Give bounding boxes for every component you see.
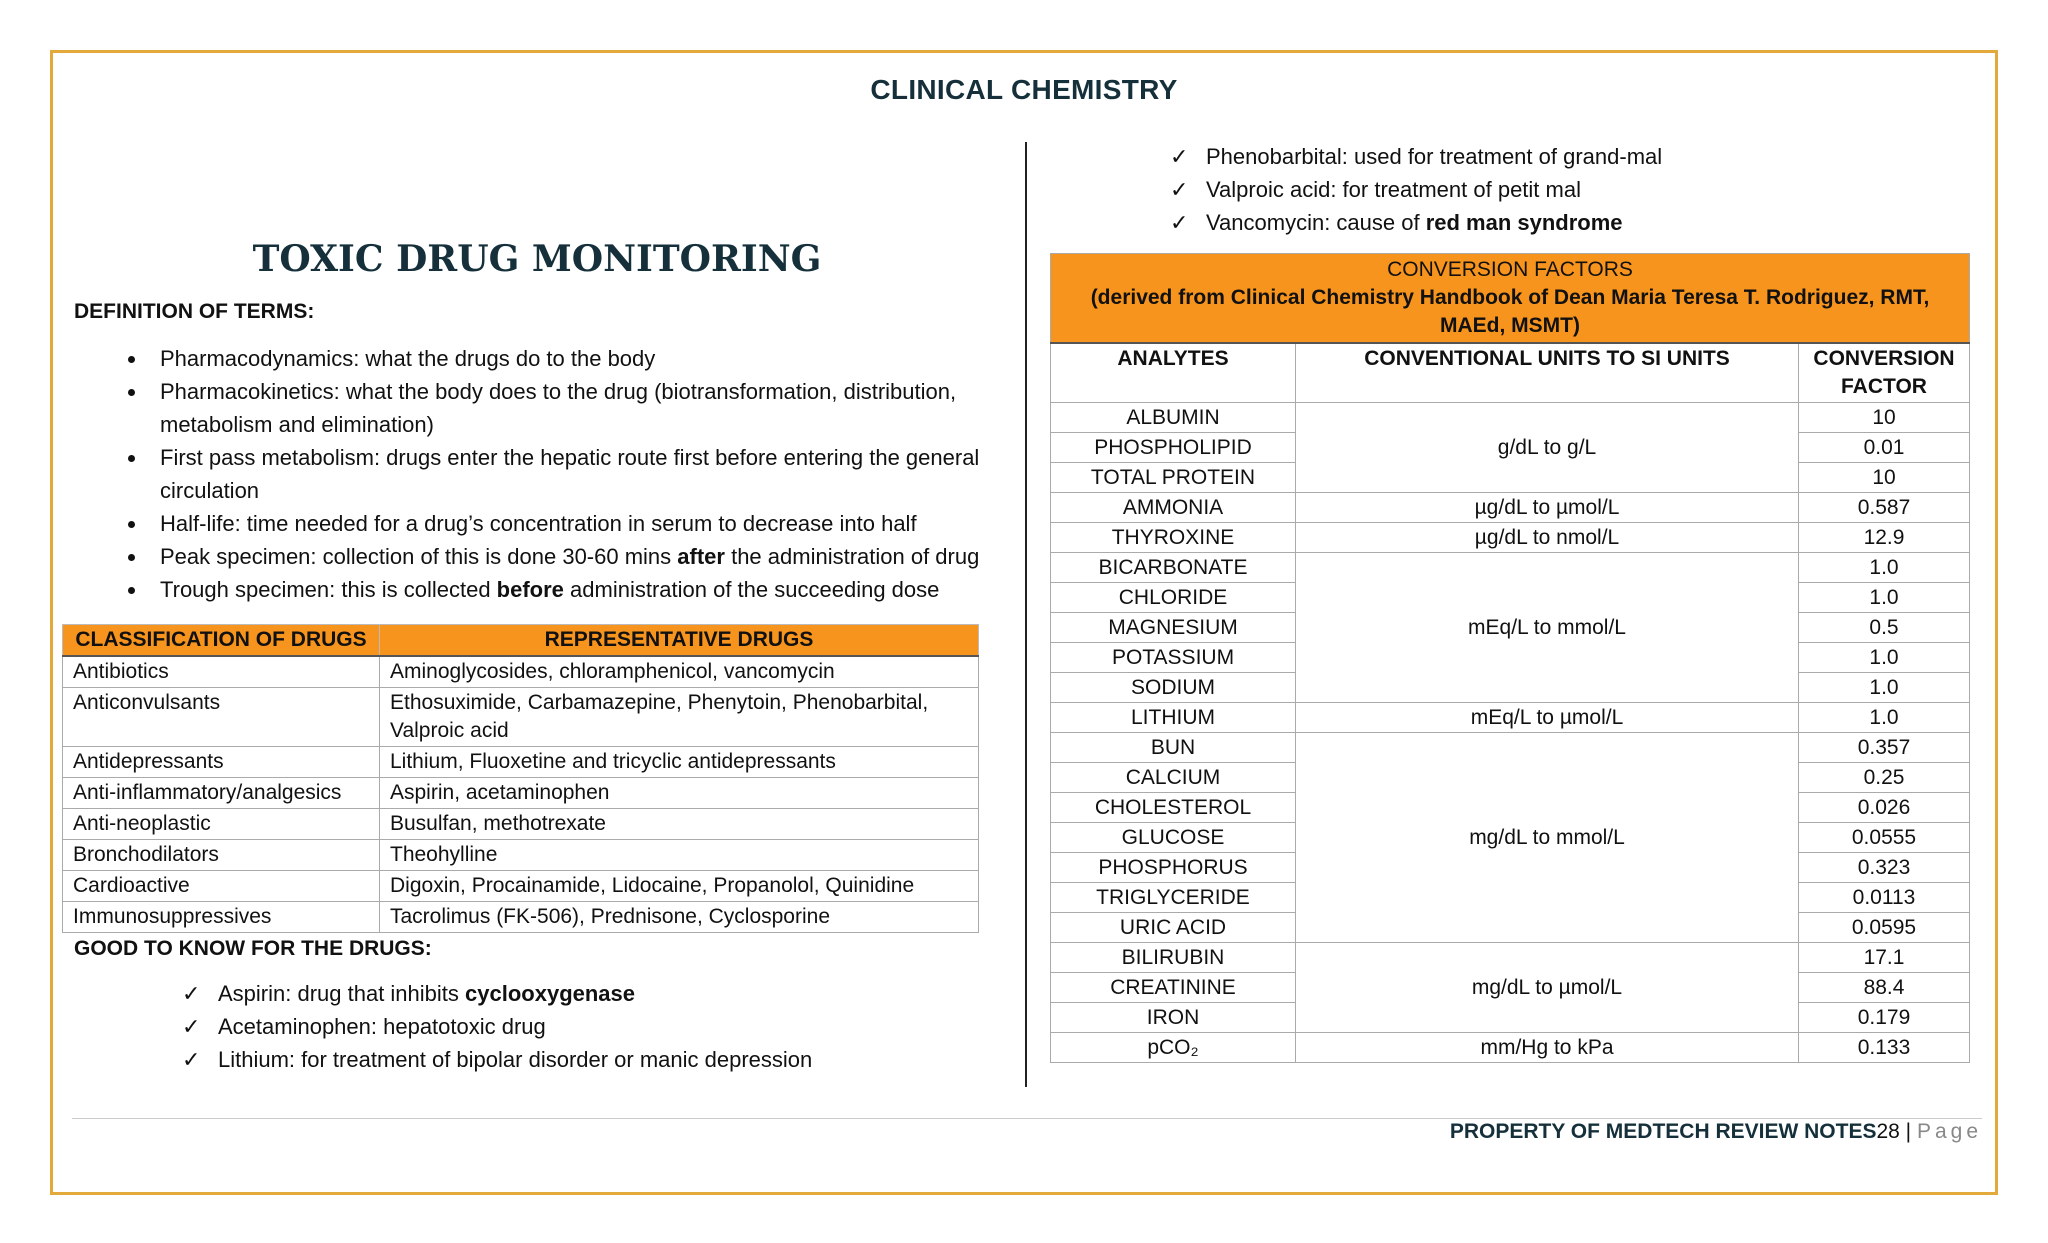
table-row xyxy=(1051,493,1970,523)
classification-table xyxy=(62,624,979,933)
section-title: TOXIC DRUG MONITORING xyxy=(252,238,822,280)
definition-item xyxy=(148,573,1002,606)
analyte-cell: pCO₂ xyxy=(1051,1033,1296,1063)
conversion-factor-cell: 0.25 xyxy=(1799,763,1970,793)
conversion-factor-cell: 1.0 xyxy=(1799,643,1970,673)
list-item xyxy=(182,977,1002,1010)
analyte-cell: GLUCOSE xyxy=(1051,823,1296,853)
analyte-cell: MAGNESIUM xyxy=(1051,613,1296,643)
analyte-cell: BUN xyxy=(1051,733,1296,763)
drug-classification-cell: Antidepressants xyxy=(63,747,380,778)
table-row xyxy=(63,778,979,809)
checkmark-icon: ✓ xyxy=(182,1014,201,1039)
analyte-cell: TRIGLYCERIDE xyxy=(1051,883,1296,913)
list-item-emphasis: cyclooxygenase xyxy=(465,981,636,1006)
units-cell: mm/Hg to kPa xyxy=(1296,1033,1799,1063)
analyte-cell: CREATININE xyxy=(1051,973,1296,1003)
analyte-cell: POTASSIUM xyxy=(1051,643,1296,673)
units-cell: µg/dL to µmol/L xyxy=(1296,493,1799,523)
definitions-heading: DEFINITION OF TERMS: xyxy=(74,300,315,323)
conversion-factor-cell: 1.0 xyxy=(1799,583,1970,613)
analyte-cell: URIC ACID xyxy=(1051,913,1296,943)
definition-text: the administration of drug xyxy=(724,544,980,569)
table-row xyxy=(63,656,979,688)
units-header: CONVENTIONAL UNITS TO SI UNITS xyxy=(1296,343,1799,403)
definition-item xyxy=(148,540,1002,573)
analyte-cell: THYROXINE xyxy=(1051,523,1296,553)
conversion-factor-cell: 0.357 xyxy=(1799,733,1970,763)
analyte-cell: ALBUMIN xyxy=(1051,403,1296,433)
checkmark-icon: ✓ xyxy=(182,1047,201,1072)
representative-drugs-cell: Ethosuximide, Carbamazepine, Phenytoin, Phenobarbital, Valproic acid xyxy=(380,688,979,747)
definition-text: Pharmacokinetics: what the body does to the drug (biotransformation, distribution, metabolism and elimination) xyxy=(160,379,957,437)
checkmark-icon: ✓ xyxy=(1170,177,1189,202)
conversion-table xyxy=(1050,253,1970,1063)
table-row xyxy=(1051,403,1970,433)
list-item-text: Valproic acid: for treatment of petit mal xyxy=(1206,177,1581,202)
representative-drugs-cell: Digoxin, Procainamide, Lidocaine, Propanolol, Quinidine xyxy=(380,871,979,902)
analyte-cell: AMMONIA xyxy=(1051,493,1296,523)
checkmark-icon: ✓ xyxy=(1170,144,1189,169)
analyte-cell: CALCIUM xyxy=(1051,763,1296,793)
units-cell: mg/dL to mmol/L xyxy=(1296,733,1799,943)
conversion-factor-cell: 12.9 xyxy=(1799,523,1970,553)
conversion-factor-cell: 88.4 xyxy=(1799,973,1970,1003)
conversion-factor-cell: 0.179 xyxy=(1799,1003,1970,1033)
list-item xyxy=(1170,206,1970,239)
analyte-cell: BILIRUBIN xyxy=(1051,943,1296,973)
checkmark-icon: ✓ xyxy=(1170,210,1189,235)
page-number: 28 xyxy=(1876,1120,1900,1143)
conversion-caption-source: (derived from Clinical Chemistry Handbook of Dean Maria Teresa T. Rodriguez, RMT, MAEd, MSMT) xyxy=(1090,286,1930,337)
definition-item xyxy=(148,342,1002,375)
table-row xyxy=(1051,943,1970,973)
table-row xyxy=(63,747,979,778)
representative-drugs-cell: Aspirin, acetaminophen xyxy=(380,778,979,809)
conversion-factor-cell: 1.0 xyxy=(1799,703,1970,733)
analyte-cell: BICARBONATE xyxy=(1051,553,1296,583)
footer-divider xyxy=(72,1118,1982,1119)
analyte-cell: LITHIUM xyxy=(1051,703,1296,733)
checkmark-icon: ✓ xyxy=(182,981,201,1006)
drug-classification-cell: Cardioactive xyxy=(63,871,380,902)
conversion-factor-cell: 0.133 xyxy=(1799,1033,1970,1063)
table-row xyxy=(1051,523,1970,553)
table-row xyxy=(63,840,979,871)
conversion-factor-cell: 0.01 xyxy=(1799,433,1970,463)
conversion-caption-title: CONVERSION FACTORS xyxy=(1387,258,1633,281)
left-column xyxy=(62,150,1002,1076)
conversion-header-row xyxy=(1051,343,1970,403)
representative-drugs-cell: Tacrolimus (FK-506), Prednisone, Cyclosporine xyxy=(380,902,979,933)
representative-header: REPRESENTATIVE DRUGS xyxy=(380,625,979,657)
list-item xyxy=(182,1010,1002,1043)
good-to-know-list xyxy=(62,977,1002,1076)
page-label: Page xyxy=(1916,1120,1982,1143)
representative-drugs-cell: Busulfan, methotrexate xyxy=(380,809,979,840)
list-item xyxy=(1170,140,1970,173)
list-item xyxy=(182,1043,1002,1076)
analyte-cell: CHLORIDE xyxy=(1051,583,1296,613)
conversion-factor-cell: 0.0595 xyxy=(1799,913,1970,943)
table-row xyxy=(1051,1033,1970,1063)
definition-text: Pharmacodynamics: what the drugs do to the body xyxy=(160,346,656,371)
conversion-caption-row xyxy=(1051,254,1970,344)
analyte-cell: IRON xyxy=(1051,1003,1296,1033)
definition-emphasis: after xyxy=(677,544,725,569)
good-to-know-heading: GOOD TO KNOW FOR THE DRUGS: xyxy=(74,937,432,960)
definition-text: Trough specimen: this is collected xyxy=(160,577,497,602)
table-row xyxy=(1051,553,1970,583)
units-cell: µg/dL to nmol/L xyxy=(1296,523,1799,553)
definition-item xyxy=(148,507,1002,540)
conversion-factor-cell: 10 xyxy=(1799,403,1970,433)
conversion-factor-cell: 1.0 xyxy=(1799,673,1970,703)
conversion-factor-cell: 17.1 xyxy=(1799,943,1970,973)
table-row xyxy=(63,688,979,747)
conversion-factor-cell: 0.5 xyxy=(1799,613,1970,643)
definition-text: administration of the succeeding dose xyxy=(563,577,940,602)
footer-separator: | xyxy=(1899,1120,1917,1143)
table-row xyxy=(63,871,979,902)
units-cell: mEq/L to mmol/L xyxy=(1296,553,1799,703)
conversion-factor-cell: 0.587 xyxy=(1799,493,1970,523)
drug-classification-cell: Anti-inflammatory/analgesics xyxy=(63,778,380,809)
table-row xyxy=(1051,703,1970,733)
analyte-cell: TOTAL PROTEIN xyxy=(1051,463,1296,493)
definition-text: Peak specimen: collection of this is done 30-60 mins xyxy=(160,544,678,569)
list-item-text: Acetaminophen: hepatotoxic drug xyxy=(218,1014,546,1039)
conversion-factor-cell: 0.026 xyxy=(1799,793,1970,823)
definition-text: Half-life: time needed for a drug’s concentration in serum to decrease into half xyxy=(160,511,917,536)
right-column xyxy=(1050,140,1970,1063)
units-cell: mEq/L to µmol/L xyxy=(1296,703,1799,733)
conversion-factor-cell: 0.323 xyxy=(1799,853,1970,883)
analyte-cell: PHOSPHORUS xyxy=(1051,853,1296,883)
drug-classification-cell: Anticonvulsants xyxy=(63,688,380,747)
drug-classification-cell: Bronchodilators xyxy=(63,840,380,871)
drug-classification-cell: Antibiotics xyxy=(63,656,380,688)
list-item-text: Vancomycin: cause of xyxy=(1206,210,1426,235)
definitions-list xyxy=(62,342,1002,606)
definition-item xyxy=(148,441,1002,507)
drug-classification-cell: Anti-neoplastic xyxy=(63,809,380,840)
conversion-factor-cell: 0.0113 xyxy=(1799,883,1970,913)
units-cell: g/dL to g/L xyxy=(1296,403,1799,493)
conversion-caption xyxy=(1051,254,1970,344)
analyte-cell: CHOLESTEROL xyxy=(1051,793,1296,823)
conversion-factor-cell: 1.0 xyxy=(1799,553,1970,583)
conversion-factor-cell: 0.0555 xyxy=(1799,823,1970,853)
table-row xyxy=(63,809,979,840)
footer xyxy=(1450,1120,1982,1144)
analyte-cell: SODIUM xyxy=(1051,673,1296,703)
footer-property: PROPERTY OF MEDTECH REVIEW NOTES xyxy=(1449,1120,1877,1143)
definition-emphasis: before xyxy=(496,577,564,602)
column-divider xyxy=(1025,142,1027,1087)
table-row xyxy=(63,902,979,933)
list-item-text: Lithium: for treatment of bipolar disorder or manic depression xyxy=(218,1047,813,1072)
page-title: CLINICAL CHEMISTRY xyxy=(870,74,1178,105)
good-to-know-list-continued xyxy=(1050,140,1970,239)
drug-classification-cell: Immunosuppressives xyxy=(63,902,380,933)
conversion-factor-cell: 10 xyxy=(1799,463,1970,493)
analyte-cell: PHOSPHOLIPID xyxy=(1051,433,1296,463)
definition-text: First pass metabolism: drugs enter the hepatic route first before entering the general circulation xyxy=(160,445,980,503)
factor-header: CONVERSION FACTOR xyxy=(1799,343,1970,403)
representative-drugs-cell: Lithium, Fluoxetine and tricyclic antidepressants xyxy=(380,747,979,778)
table-row xyxy=(1051,733,1970,763)
list-item-emphasis: red man syndrome xyxy=(1425,210,1623,235)
list-item-text: Phenobarbital: used for treatment of grand-mal xyxy=(1206,144,1663,169)
list-item xyxy=(1170,173,1970,206)
definition-item xyxy=(148,375,1002,441)
classification-header: CLASSIFICATION OF DRUGS xyxy=(63,625,380,657)
analytes-header: ANALYTES xyxy=(1051,343,1296,403)
representative-drugs-cell: Aminoglycosides, chloramphenicol, vancomycin xyxy=(380,656,979,688)
list-item-text: Aspirin: drug that inhibits xyxy=(218,981,466,1006)
representative-drugs-cell: Theohylline xyxy=(380,840,979,871)
classification-header-row xyxy=(63,625,979,657)
units-cell: mg/dL to µmol/L xyxy=(1296,943,1799,1033)
